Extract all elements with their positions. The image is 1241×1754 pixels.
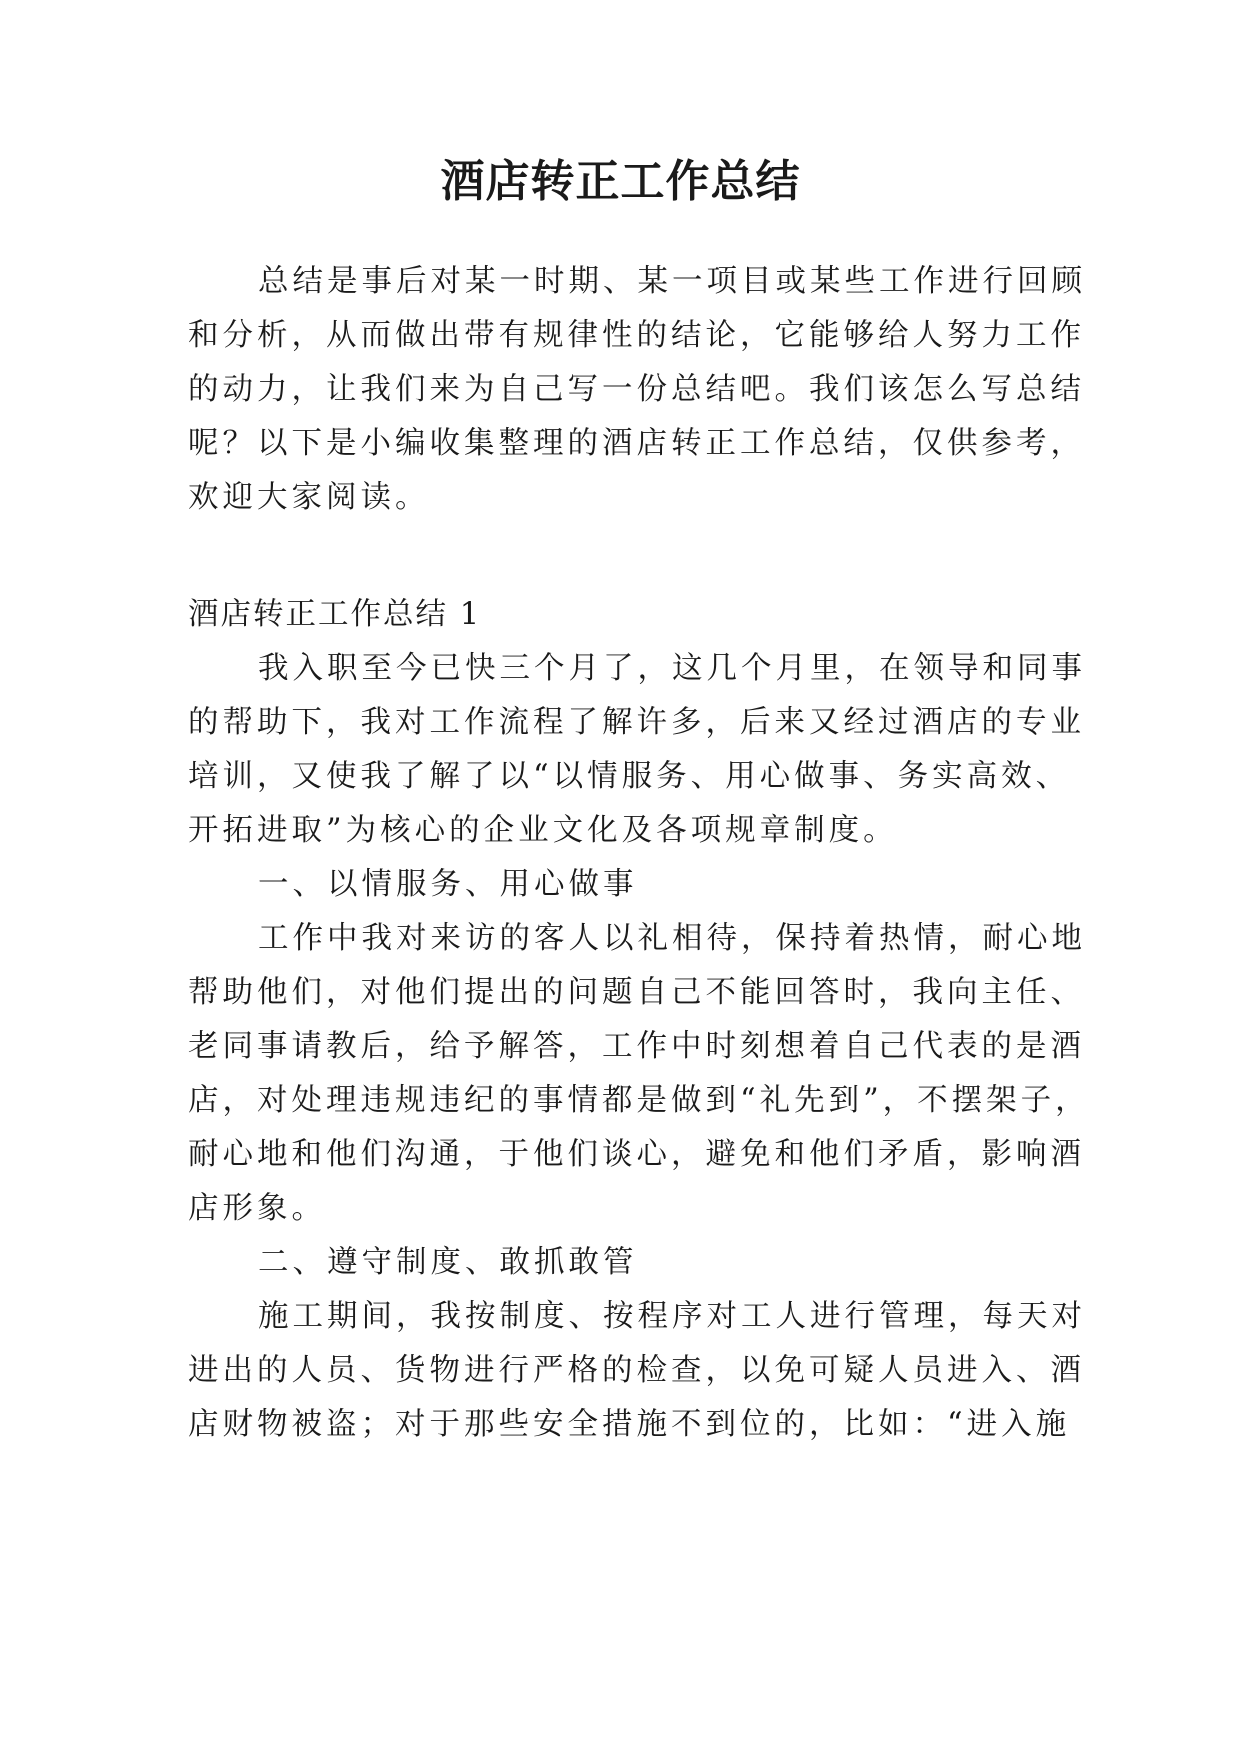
paragraph-line: 施工期间，我按制度、按程序对工人进行管理，每天对 (258, 1299, 1086, 1334)
paragraph-line: 的动力，让我们来为自己写一份总结吧。我们该怎么写总结 (188, 372, 1085, 407)
document-title: 酒店转正工作总结 (440, 156, 801, 207)
paragraph-line: 我入职至今已快三个月了，这几个月里，在领导和同事 (258, 651, 1086, 686)
paragraph-line: 店财物被盗；对于那些安全措施不到位的，比如：“进入施 (188, 1407, 1071, 1442)
document-body (188, 0, 1090, 1754)
paragraph-line: 帮助他们，对他们提出的问题自己不能回答时，我向主任、 (188, 975, 1085, 1010)
section-heading: 酒店转正工作总结 1 (188, 597, 482, 632)
paragraph-line: 培训，又使我了解了以“以情服务、用心做事、务实高效、 (188, 759, 1071, 794)
paragraph-line: 老同事请教后，给予解答，工作中时刻想着自己代表的是酒 (188, 1029, 1085, 1064)
paragraph-line: 开拓进取”为核心的企业文化及各项规章制度。 (188, 813, 898, 848)
paragraph-line: 店，对处理违规违纪的事情都是做到“礼先到”，不摆架子， (188, 1083, 1090, 1118)
subsection-heading: 二、遵守制度、敢抓敢管 (258, 1245, 638, 1280)
paragraph-line: 呢？以下是小编收集整理的酒店转正工作总结，仅供参考， (188, 426, 1085, 461)
paragraph-line: 欢迎大家阅读。 (188, 480, 430, 515)
paragraph-line: 和分析，从而做出带有规律性的结论，它能够给人努力工作 (188, 318, 1085, 353)
paragraph-line: 耐心地和他们沟通，于他们谈心，避免和他们矛盾，影响酒 (188, 1137, 1085, 1172)
paragraph-line: 进出的人员、货物进行严格的检查，以免可疑人员进入、酒 (188, 1353, 1085, 1388)
subsection-heading: 一、以情服务、用心做事 (258, 867, 638, 902)
paragraph-line: 总结是事后对某一时期、某一项目或某些工作进行回顾 (258, 264, 1086, 299)
paragraph-line: 的帮助下，我对工作流程了解许多，后来又经过酒店的专业 (188, 705, 1085, 740)
paragraph-line: 店形象。 (188, 1191, 326, 1226)
paragraph-line: 工作中我对来访的客人以礼相待，保持着热情，耐心地 (258, 921, 1086, 956)
